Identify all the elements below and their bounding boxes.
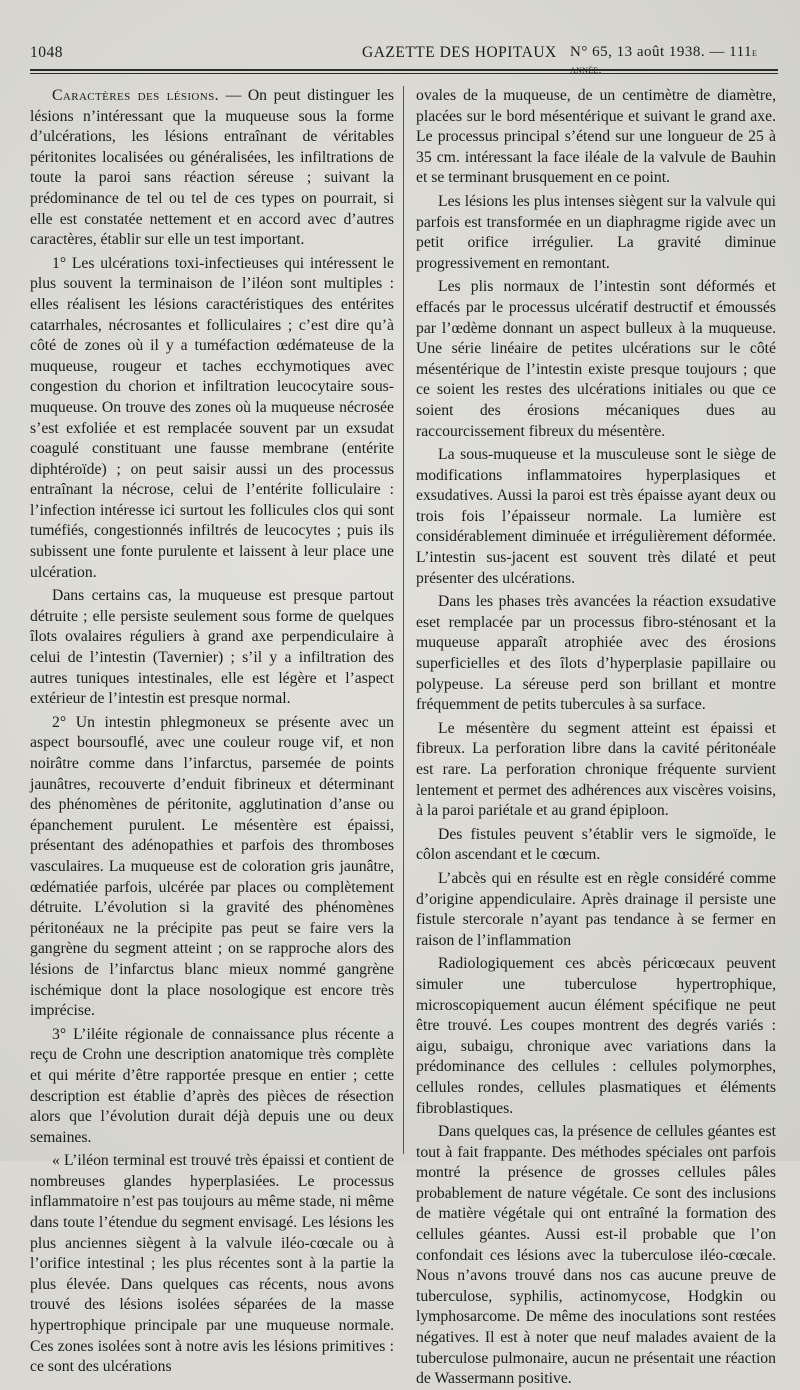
header-rule-thick bbox=[30, 69, 778, 71]
paragraph: Dans les phases très avancées la réaction exsudative eset remplacée par un processus fibro-sténosant et la muqueuse apparaît atrophiée avec des érosions superficielles et des îlots d’hyperplasie papillaire ou polypeuse. La séreuse perd son brillant et montre fréquemment de petits tubercules à sa surface. bbox=[416, 593, 776, 714]
paragraph: Les lésions les plus intenses siègent sur la valvule qui parfois est transformée en un diaphragme rigide avec un petit orifice irrégulier. La gravité diminue progressivement en remontant. bbox=[416, 192, 776, 272]
running-header bbox=[30, 44, 788, 76]
journal-title: GAZETTE DES HOPITAUX bbox=[362, 44, 557, 61]
paragraph-text: — On peut distinguer les lésions n’intéressant que la muqueuse sous la forme d’ulcérations, les lésions entraînant de véritables péritonites localisées ou généralisées, les infiltrations de toute la paroi sans réaction séreuse ; suivant la prédominance de tel ou tel de ces types on pourrait, si elle est constatée nettement et en accord avec d’autres caractères, établir sur elle un test important. bbox=[30, 87, 394, 249]
paragraph: L’abcès qui en résulte est en règle considéré comme d’origine appendiculaire. Après drainage il persiste une fistule stercorale n’ayant pas tendance à se fermer en raison de l’inflammation bbox=[416, 869, 776, 949]
paragraph: « L’iléon terminal est trouvé très épaissi et contient de nombreuses glandes hyperplasiées. Le processus inflammatoire n’est pas toujours au même stade, ni même dans toute l’étendue du segment envisagé. Les lésions les plus anciennes siègent à la valvule iléo-cœcale ou à l’orifice intestinal ; les plus récentes sont à la partie la plus élevée. Dans quelques cas récents, nous avons trouvé des lésions isolées séparées de la masse hypertrophique principale par une muqueuse normale. Ces zones isolées sont à notre avis les lésions primitives : ce sont des ulcérations bbox=[30, 1152, 394, 1376]
paragraph: 1° Les ulcérations toxi-infectieuses qui intéressent le plus souvent la terminaison de l’iléon sont multiples : elles réalisent les lésions caractéristiques des entérites catarrhales, nécrosantes et folliculaires ; c’est dire qu’à côté de zones où il y a tuméfaction œdémateuse de la muqueuse, rougeur et taches ecchymotiques avec congestion du chorion et infiltration leucocytaire sous-muqueuse. On trouve des zones où la muqueuse nécrosée s’est exfoliée et est remplacée souvent par un exsudat coagulé constituant une fausse membrane (entérite diphtéroïde) ; on peut saisir aussi un des processus entraînant la nécrose, celui de l’entérite folliculaire : l’infection intéresse ici surtout les follicules clos qui sont tuméfiés, congestionnés infiltrés de leucocytes ; puis ils subissent une fonte purulente et laissent à leur place une ulcération. bbox=[30, 254, 394, 581]
paragraph: Dans certains cas, la muqueuse est presque partout détruite ; elle persiste seulement sous forme de quelques îlots ovalaires réguliers à grand axe perpendiculaire à celui de l’intestin (Tavernier) ; s’il y a infiltration des autres tuniques intestinales, elle est légère et l’aspect extérieur de l’intestin est presque normal. bbox=[30, 587, 394, 708]
section-heading: Caractères des lésions. bbox=[52, 87, 219, 104]
column-divider bbox=[403, 86, 404, 1154]
paragraph: Radiologiquement ces abcès péricœcaux peuvent simuler une tuberculose hypertrophique, microscopiquement aucun élément spécifique ne peut être trouvé. Les coupes montrent des degrés variés : aigu, subaigu, chronique avec variations dans la prédominance des cellules : cellules polymorphes, cellules rondes, cellules plasmatiques et éléments fibroblastiques. bbox=[416, 955, 776, 1117]
paragraph: 3° L’iléite régionale de connaissance plus récente a reçu de Crohn une description anatomique très complète et qui mérite d’être rapportée presque en entier ; cette description est établie d’après des pièces de résection alors que l’évolution durait déjà depuis une ou deux semaines. bbox=[30, 1025, 394, 1146]
paragraph: ovales de la muqueuse, de un centimètre de diamètre, placées sur le bord mésentérique et suivant le grand axe. Le processus principal s’étend sur une longueur de 25 à 35 cm. intéressant la face iléale de la valvule de Bauhin et se terminant brusquement en ce point. bbox=[416, 87, 776, 187]
left-column bbox=[30, 86, 394, 1378]
paragraph: Dans quelques cas, la présence de cellules géantes est tout à fait frappante. Des méthodes spéciales ont parfois montré la présence de grosses cellules pâles probablement de nature végétale. Ce sont des inclusions de matière végétale qui ont entraîné la formation des cellules géantes. Aussi est-il probable que l’on confondait ces lésions avec la tuberculose iléo-cœcale. Nous n’avons trouvé dans nos cas aucune preuve de tuberculose, syphilis, actinomycose, Hodgkin ou lymphosarcome. De même des inoculations sont restées négatives. Il est à noter que neuf malades avaient de la tuberculose pulmonaire, aucun ne présentait une réaction de Wassermann positive. bbox=[416, 1123, 776, 1388]
paragraph: Les plis normaux de l’intestin sont déformés et effacés par le processus ulcératif destructif et émoussés par l’œdème donnant un aspect bulleux à la muqueuse. Une série linéaire de petites ulcérations sur le côté mésentérique de l’intestin existe presque toujours ; que ce soient les restes des ulcérations initiales ou que ce soient des érosions mécaniques dues au raccourcissement fibreux du mésentère. bbox=[416, 278, 776, 440]
page-number: 1048 bbox=[30, 44, 63, 61]
issue-date: N° 65, 13 août 1938. — 111 bbox=[570, 44, 753, 60]
paragraph: 2° Un intestin phlegmoneux se présente avec un aspect boursouflé, avec une couleur rouge vif, et non noirâtre comme dans l’infarctus, parsemée de points jaunâtres, recouverte d’enduit fibrineux et déterminant des phénomènes de péritonite, agglutination d’anse ou épanchement purulent. Le mésentère est épaissi, présentant des adénopathies et parfois des thromboses vasculaires. La muqueuse est de coloration gris jaunâtre, œdématiée parfois, ulcérée par places ou complètement détruite. L’évolution si la gravité des phénomènes péritonéaux ne la précipite pas peut se faire vers la gangrène du segment atteint ; on se rapproche alors des lésions de l’infarctus blanc mieux nommé gangrène ischémique dont la place nosologique est encore très imprécise. bbox=[30, 713, 394, 1020]
paragraph: Des fistules peuvent s’établir vers le sigmoïde, le côlon ascendant et le cœcum. bbox=[416, 825, 776, 864]
paragraph: Le mésentère du segment atteint est épaissi et fibreux. La perforation libre dans la cavité péritonéale est rare. La perforation chronique fréquente survient lentement et permet des adhérences aux viscères voisins, à la paroi pariétale et au grand épiploon. bbox=[416, 719, 776, 820]
paragraph: La sous-muqueuse et la musculeuse sont le siège de modifications inflammatoires hyperplasiques et exsudatives. Aussi la paroi est très épaisse ayant deux ou trois fois l’épaisseur normale. La lumière est considérablement diminuée et irrégulièrement déformée. L’intestin sus-jacent est souvent très dilaté et peut présenter des ulcérations. bbox=[416, 446, 776, 587]
right-column bbox=[416, 86, 776, 1390]
header-rule-thin bbox=[30, 73, 778, 74]
paragraph bbox=[30, 86, 394, 251]
issue-year-suffix: e année. bbox=[570, 47, 758, 76]
